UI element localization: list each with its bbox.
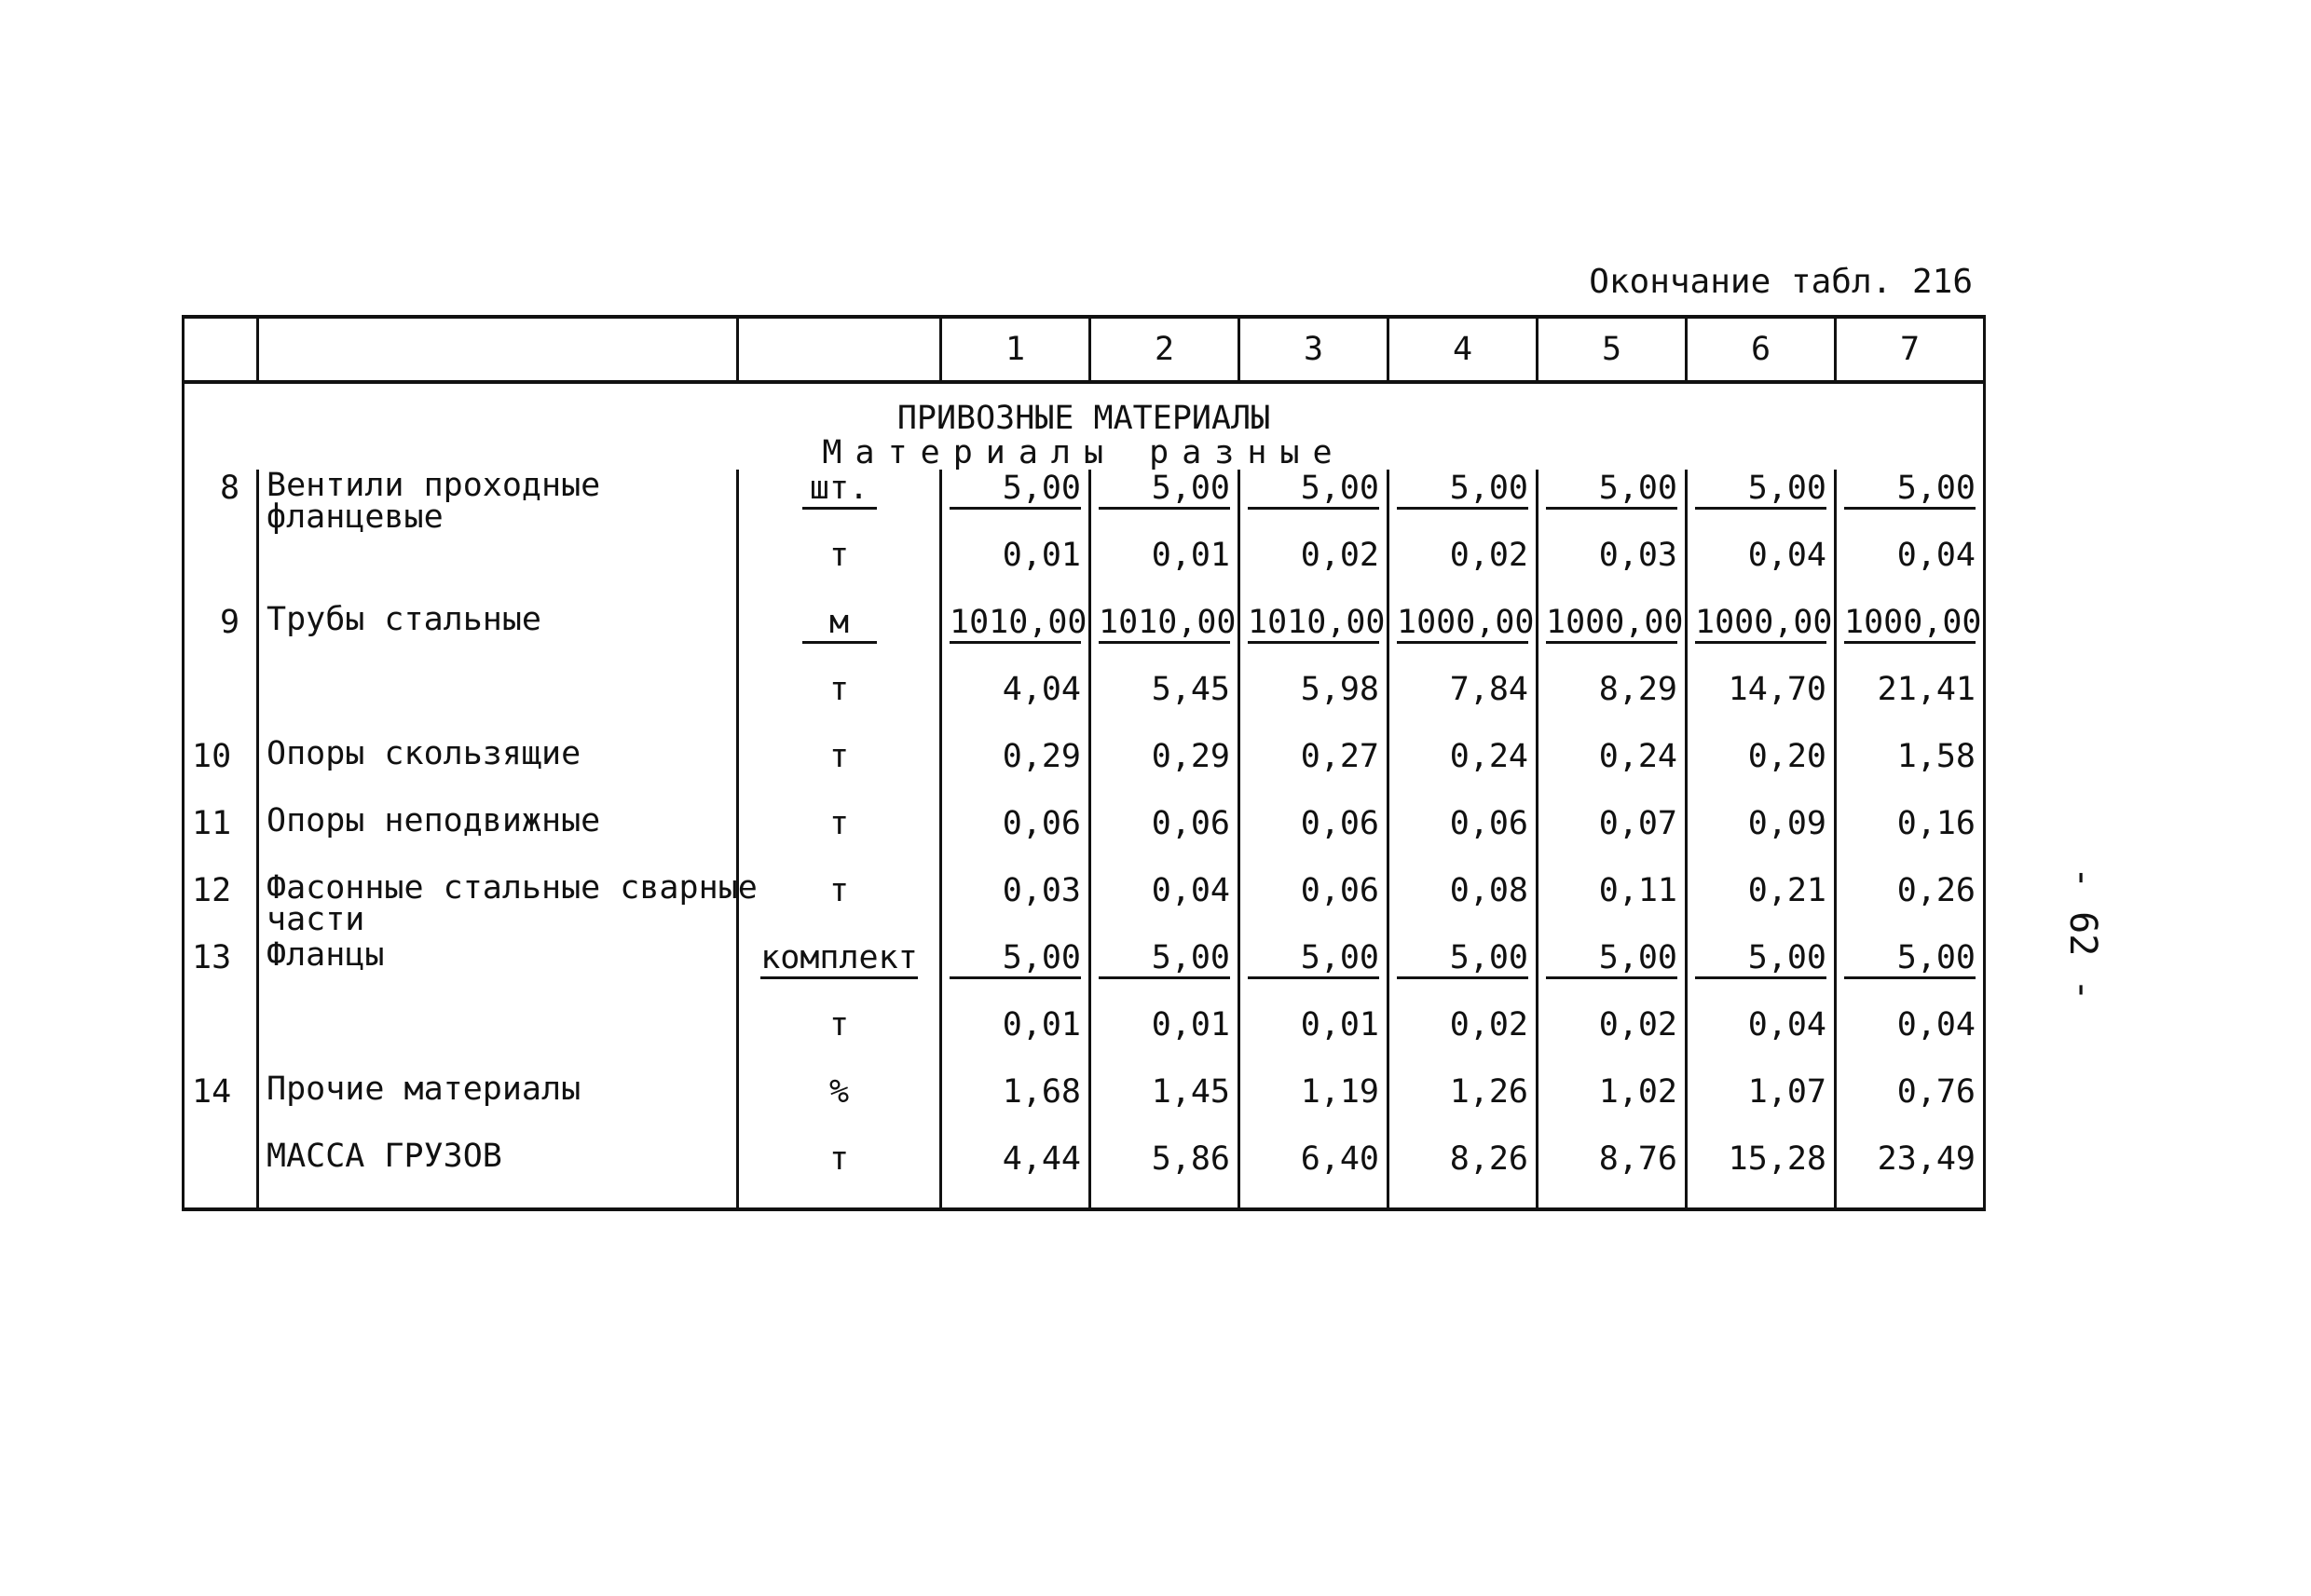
row-unit-cell [738, 1006, 941, 1073]
value-cell-col-2 [1090, 738, 1239, 805]
row-unit-cell [738, 1073, 941, 1140]
value-cell-col-6 [1687, 1073, 1836, 1140]
header-num [184, 317, 258, 382]
value: 0,24 [1449, 738, 1528, 775]
table-row [184, 1140, 1985, 1209]
value-cell-col-1 [941, 1073, 1090, 1140]
value-cell-col-3 [1239, 738, 1388, 805]
value-cell-col-1 [941, 1140, 1090, 1209]
value-cell-col-1 [941, 537, 1090, 604]
row-unit: т [828, 1140, 850, 1178]
row-name-cell [258, 735, 738, 805]
row-unit-cell [738, 671, 941, 738]
header-col-1: 1 [941, 317, 1090, 382]
value: 1000,00 [1844, 604, 1976, 644]
value-cell-col-3 [1239, 537, 1388, 604]
row-name-cell [258, 1006, 738, 1073]
table-row [184, 872, 1985, 939]
value-cell-col-4 [1388, 470, 1538, 537]
value-cell-col-1 [941, 470, 1090, 537]
value-cell-col-4 [1388, 1006, 1538, 1073]
table-row [184, 1006, 1985, 1073]
value-cell-col-6 [1687, 537, 1836, 604]
value-cell-col-5 [1538, 939, 1687, 1006]
value: 0,06 [1151, 805, 1230, 842]
value: 5,00 [1248, 470, 1379, 510]
value: 5,00 [950, 939, 1081, 979]
value-cell-col-4 [1388, 1140, 1538, 1209]
value: 0,01 [1002, 1006, 1081, 1044]
value: 1,68 [1002, 1073, 1081, 1111]
value: 5,00 [1546, 939, 1677, 979]
value: 15,28 [1728, 1140, 1826, 1178]
value: 1,02 [1598, 1073, 1677, 1111]
value: 5,98 [1300, 671, 1379, 708]
section-subtitle-row [184, 436, 1985, 470]
value: 6,40 [1300, 1140, 1379, 1178]
row-number [184, 1006, 258, 1073]
value: 4,44 [1002, 1140, 1081, 1178]
value-cell-col-6 [1687, 805, 1836, 872]
value: 5,00 [1099, 939, 1230, 979]
value-cell-col-3 [1239, 805, 1388, 872]
value: 4,04 [1002, 671, 1081, 708]
row-name: Опоры скользящие [267, 735, 581, 772]
value-cell-col-6 [1687, 470, 1836, 537]
value-cell-col-2 [1090, 805, 1239, 872]
row-name: Вентили проходные [267, 467, 601, 504]
value: 0,02 [1449, 1006, 1528, 1044]
row-number: 12 [184, 872, 258, 939]
header-row [184, 317, 1985, 382]
value: 7,84 [1449, 671, 1528, 708]
header-col-3: 3 [1239, 317, 1388, 382]
row-number [184, 671, 258, 738]
value: 0,04 [1896, 1006, 1976, 1044]
value-cell-col-6 [1687, 872, 1836, 939]
value: 5,00 [1844, 470, 1976, 510]
value-cell-col-4 [1388, 537, 1538, 604]
header-unit [738, 317, 941, 382]
value-cell-col-4 [1388, 671, 1538, 738]
row-number: 11 [184, 805, 258, 872]
row-unit-cell [738, 470, 941, 537]
value: 1000,00 [1546, 604, 1677, 644]
row-unit: т [828, 738, 850, 775]
value-cell-col-4 [1388, 872, 1538, 939]
value: 1010,00 [950, 604, 1081, 644]
value-cell-col-5 [1538, 872, 1687, 939]
value-cell-col-7 [1836, 470, 1985, 537]
row-name-cell [258, 671, 738, 738]
value: 0,06 [1300, 805, 1379, 842]
row-unit: т [828, 872, 850, 909]
value: 0,01 [1151, 1006, 1230, 1044]
table-row [184, 604, 1985, 671]
row-number: 10 [184, 738, 258, 805]
value-cell-col-7 [1836, 872, 1985, 939]
value: 0,04 [1151, 872, 1230, 909]
value-cell-col-5 [1538, 470, 1687, 537]
value-cell-col-4 [1388, 939, 1538, 1006]
table-row [184, 805, 1985, 872]
value: 0,06 [1449, 805, 1528, 842]
value: 0,02 [1598, 1006, 1677, 1044]
value: 21,41 [1877, 671, 1976, 708]
value-cell-col-2 [1090, 1006, 1239, 1073]
row-unit: т [828, 537, 850, 574]
row-unit: т [828, 671, 850, 708]
value-cell-col-7 [1836, 939, 1985, 1006]
row-number [184, 537, 258, 604]
value-cell-col-7 [1836, 1006, 1985, 1073]
value: 0,03 [1598, 537, 1677, 574]
value: 1000,00 [1397, 604, 1528, 644]
value-cell-col-3 [1239, 671, 1388, 738]
value-cell-col-7 [1836, 1140, 1985, 1209]
value: 0,04 [1747, 537, 1826, 574]
row-unit-cell [738, 939, 941, 1006]
value-cell-col-1 [941, 604, 1090, 671]
value-cell-col-3 [1239, 1140, 1388, 1209]
value-cell-col-3 [1239, 939, 1388, 1006]
value-cell-col-7 [1836, 604, 1985, 671]
row-unit-cell [738, 537, 941, 604]
value: 0,03 [1002, 872, 1081, 909]
value-cell-col-1 [941, 805, 1090, 872]
row-name-cell [258, 467, 738, 537]
value: 8,76 [1598, 1140, 1677, 1178]
value: 0,02 [1449, 537, 1528, 574]
table-row [184, 470, 1985, 537]
header-col-2: 2 [1090, 317, 1239, 382]
value: 5,00 [1695, 470, 1826, 510]
row-name-cell [258, 1140, 738, 1209]
row-unit-cell [738, 604, 941, 671]
row-unit: т [828, 1006, 850, 1044]
value-cell-col-3 [1239, 872, 1388, 939]
value: 5,00 [1844, 939, 1976, 979]
section-subtitle: Материалы разные [184, 436, 1985, 470]
table-caption: Окончание табл. 216 [1589, 263, 1973, 301]
value-cell-col-4 [1388, 1073, 1538, 1140]
row-name-continued: фланцевые [267, 498, 444, 536]
row-number: 14 [184, 1073, 258, 1140]
row-unit: шт. [802, 470, 877, 510]
page-number: - 62 - [2061, 866, 2104, 1002]
value: 1010,00 [1099, 604, 1230, 644]
row-unit-cell [738, 1140, 941, 1209]
value-cell-col-6 [1687, 1140, 1836, 1209]
value-cell-col-1 [941, 738, 1090, 805]
value: 5,00 [1248, 939, 1379, 979]
value: 0,01 [1300, 1006, 1379, 1044]
row-name-cell [258, 1073, 738, 1140]
value: 5,00 [950, 470, 1081, 510]
row-name: МАССА ГРУЗОВ [267, 1138, 502, 1175]
row-name-cell [258, 869, 758, 939]
value-cell-col-3 [1239, 604, 1388, 671]
value: 5,00 [1695, 939, 1826, 979]
table-row [184, 671, 1985, 738]
value: 0,29 [1002, 738, 1081, 775]
row-unit: % [828, 1073, 850, 1111]
value-cell-col-5 [1538, 671, 1687, 738]
value: 0,02 [1300, 537, 1379, 574]
value: 0,16 [1896, 805, 1976, 842]
row-name-cell [258, 537, 738, 604]
value-cell-col-4 [1388, 604, 1538, 671]
section-title-row [184, 382, 1985, 436]
table-row [184, 537, 1985, 604]
value-cell-col-4 [1388, 805, 1538, 872]
value-cell-col-1 [941, 671, 1090, 738]
value-cell-col-2 [1090, 470, 1239, 537]
value-cell-col-5 [1538, 738, 1687, 805]
header-name [258, 317, 738, 382]
header-col-4: 4 [1388, 317, 1538, 382]
value-cell-col-3 [1239, 1006, 1388, 1073]
value-cell-col-6 [1687, 671, 1836, 738]
row-unit-cell [738, 872, 941, 939]
value-cell-col-7 [1836, 671, 1985, 738]
value: 0,20 [1747, 738, 1826, 775]
value: 0,26 [1896, 872, 1976, 909]
row-unit: м [802, 604, 877, 644]
row-number [184, 1140, 258, 1209]
value: 1,45 [1151, 1073, 1230, 1111]
value-cell-col-6 [1687, 738, 1836, 805]
value-cell-col-3 [1239, 470, 1388, 537]
section-title: ПРИВОЗНЫЕ МАТЕРИАЛЫ [184, 382, 1985, 436]
header-col-6: 6 [1687, 317, 1836, 382]
value: 0,29 [1151, 738, 1230, 775]
row-unit-cell [738, 805, 941, 872]
row-name-cell [258, 802, 738, 872]
materials-table [182, 315, 1986, 1211]
value: 0,09 [1747, 805, 1826, 842]
value: 5,00 [1397, 470, 1528, 510]
value-cell-col-7 [1836, 537, 1985, 604]
value-cell-col-6 [1687, 939, 1836, 1006]
value-cell-col-2 [1090, 537, 1239, 604]
row-name-cell [258, 936, 738, 1006]
row-unit-cell [738, 738, 941, 805]
row-number: 13 [184, 939, 258, 1006]
header-col-5: 5 [1538, 317, 1687, 382]
row-unit: т [828, 805, 850, 842]
value-cell-col-5 [1538, 1006, 1687, 1073]
value-cell-col-2 [1090, 939, 1239, 1006]
value: 1,58 [1896, 738, 1976, 775]
value: 0,04 [1747, 1006, 1826, 1044]
value-cell-col-3 [1239, 1073, 1388, 1140]
value-cell-col-2 [1090, 604, 1239, 671]
value-cell-col-4 [1388, 738, 1538, 805]
value: 0,21 [1747, 872, 1826, 909]
value: 0,08 [1449, 872, 1528, 909]
row-unit: комплект [760, 939, 918, 979]
value-cell-col-7 [1836, 805, 1985, 872]
row-name: Прочие материалы [267, 1071, 581, 1108]
value-cell-col-5 [1538, 805, 1687, 872]
row-name: Фасонные стальные сварные [267, 869, 758, 907]
value: 0,01 [1002, 537, 1081, 574]
header-col-7: 7 [1836, 317, 1985, 382]
value-cell-col-1 [941, 1006, 1090, 1073]
value-cell-col-2 [1090, 1073, 1239, 1140]
value: 0,24 [1598, 738, 1677, 775]
value: 0,11 [1598, 872, 1677, 909]
value-cell-col-5 [1538, 1140, 1687, 1209]
table-row [184, 939, 1985, 1006]
value-cell-col-2 [1090, 872, 1239, 939]
value: 0,07 [1598, 805, 1677, 842]
value: 0,04 [1896, 537, 1976, 574]
value: 8,26 [1449, 1140, 1528, 1178]
value: 1,19 [1300, 1073, 1379, 1111]
value: 8,29 [1598, 671, 1677, 708]
row-name: Опоры неподвижные [267, 802, 601, 839]
value: 1,26 [1449, 1073, 1528, 1111]
row-number: 9 [184, 604, 258, 671]
value-cell-col-7 [1836, 1073, 1985, 1140]
value-cell-col-1 [941, 939, 1090, 1006]
table-row [184, 1073, 1985, 1140]
row-name-continued: части [267, 901, 365, 938]
value: 1010,00 [1248, 604, 1379, 644]
value: 0,76 [1896, 1073, 1976, 1111]
value-cell-col-7 [1836, 738, 1985, 805]
value-cell-col-6 [1687, 1006, 1836, 1073]
value: 23,49 [1877, 1140, 1976, 1178]
value: 5,00 [1397, 939, 1528, 979]
value-cell-col-1 [941, 872, 1090, 939]
value: 14,70 [1728, 671, 1826, 708]
row-number: 8 [184, 470, 258, 537]
value: 5,00 [1099, 470, 1230, 510]
value: 0,06 [1002, 805, 1081, 842]
value: 0,01 [1151, 537, 1230, 574]
value: 1000,00 [1695, 604, 1826, 644]
value-cell-col-5 [1538, 537, 1687, 604]
value-cell-col-2 [1090, 671, 1239, 738]
value: 0,27 [1300, 738, 1379, 775]
table-row [184, 738, 1985, 805]
value-cell-col-6 [1687, 604, 1836, 671]
value: 1,07 [1747, 1073, 1826, 1111]
value: 5,00 [1546, 470, 1677, 510]
row-name-cell [258, 601, 738, 671]
value: 0,06 [1300, 872, 1379, 909]
value-cell-col-5 [1538, 604, 1687, 671]
row-name: Фланцы [267, 936, 385, 974]
value-cell-col-5 [1538, 1073, 1687, 1140]
value: 5,45 [1151, 671, 1230, 708]
value-cell-col-2 [1090, 1140, 1239, 1209]
row-name: Трубы стальные [267, 601, 542, 638]
value: 5,86 [1151, 1140, 1230, 1178]
